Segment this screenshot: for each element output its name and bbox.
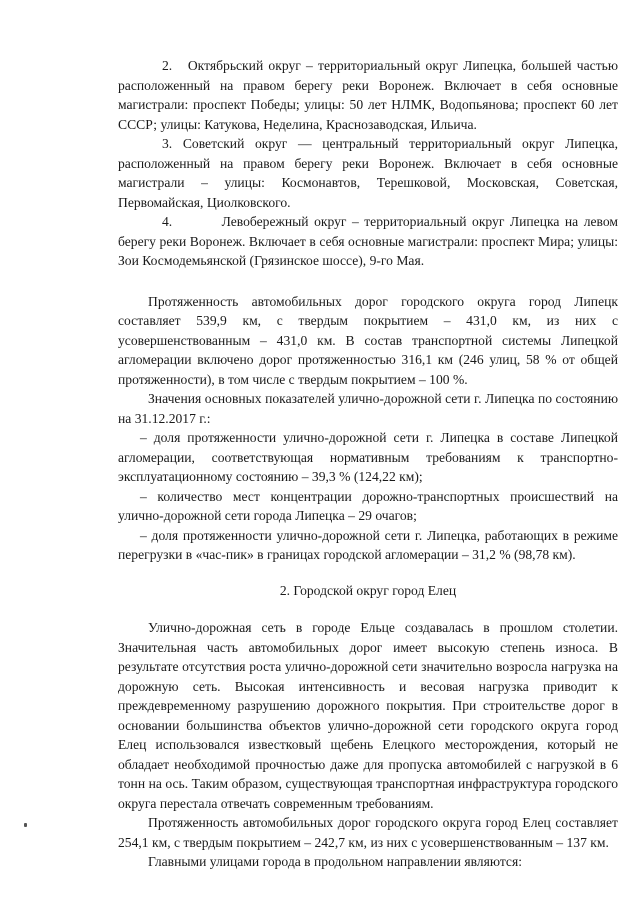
list-item-text: Октябрьский округ – территориальный округ Липецка, большей частью расположенный на правом берегу реки Воронеж. Включает в себя основные магистрали: проспект Победы; улицы: 50 лет НЛМК, Водопьянова; проспект 60 лет СССР; улицы: Катукова, Неделина, Краснозаводская, Ильича. xyxy=(118,58,618,132)
paragraph-main-streets: Главными улицами города в продольном направлении являются: xyxy=(148,854,522,869)
paragraph-indicator-3: – доля протяженности улично-дорожной сети г. Липецка, работающих в режиме перегрузки в «час-пик» в границах городской агломерации – 31,2 % (98,78 км). xyxy=(118,527,618,562)
spacer xyxy=(118,600,618,618)
list-item-text: Советский округ — центральный территориальный округ Липецка, расположенный на правом берегу реки Воронеж. Включает в себя основные магистрали – улицы: Космонавтов, Терешковой, Московская, Советская, Первомайская, Циолковского. xyxy=(118,136,618,210)
list-item-number: 4. xyxy=(162,214,173,229)
paragraph-indicator-2: – количество мест концентрации дорожно-транспортных происшествий на улично-дорожной сети города Липецка – 29 очагов; xyxy=(118,488,618,523)
spacer xyxy=(118,565,618,581)
list-item-text: Левобережный округ – территориальный округ Липецка на левом берегу реки Воронеж. Включает в себя основные магистрали: проспект Мира; улицы: Зои Космодемьянской (Грязинское шоссе), 9-го Мая. xyxy=(118,214,618,268)
paragraph-indicator-1: – доля протяженности улично-дорожной сети г. Липецка в составе Липецкой агломерации, соответствующая нормативным требованиям к транспортно-эксплуатационному состоянию – 39,3 % (124,22 км); xyxy=(118,430,618,484)
document-body xyxy=(118,56,618,872)
spacer xyxy=(118,271,618,292)
paragraph-lipetsk-length: Протяженность автомобильных дорог городского округа город Липецк составляет 539,9 км, с твердым покрытием – 431,0 км, из них с усовершенствованным – 431,0 км. В состав транспортной системы Липецкой агломерации включено дорог протяженностью 316,1 км (246 улиц, 58 % от общей протяженности), в том числе с твердым покрытием – 100 %. xyxy=(118,293,618,387)
list-item-number: 3. xyxy=(162,136,173,151)
list-item-3 xyxy=(118,134,618,212)
list-item-2 xyxy=(118,56,618,134)
scan-speck xyxy=(24,823,27,827)
paragraph-yelets-length: Протяженность автомобильных дорог городского округа город Елец составляет 254,1 км, с твердым покрытием – 242,7 км, из них с усовершенствованным – 137 км. xyxy=(118,815,618,850)
section-heading: 2. Городской округ город Елец xyxy=(279,582,457,598)
paragraph-yelets-network: Улично-дорожная сеть в городе Ельце создавалась в прошлом столетии. Значительная часть автомобильных дорог имеет высокую степень износа. В результате отсутствия роста улично-дорожной сети значительно возросла нагрузка на дорожную сеть. Высокая интенсивность и весовая нагрузка приводит к преждевременному разрушению дорожного покрытия. При строительстве дорог в основании большинства объектов улично-дорожной сети городского округа город Елец использовался известковый щебень Елецкого месторождения, который не обладает необходимой прочностью даже для пропуска автомобилей с нагрузкой в 6 тонн на ось. Таким образом, существующая транспортная инфраструктура городского округа перестала отвечать современным требованиям. xyxy=(118,620,618,811)
list-item-4 xyxy=(118,212,618,271)
paragraph-indicators-intro: Значения основных показателей улично-дорожной сети г. Липецка по состоянию на 31.12.2017 г.: xyxy=(118,391,618,426)
list-item-number: 2. xyxy=(162,58,173,73)
